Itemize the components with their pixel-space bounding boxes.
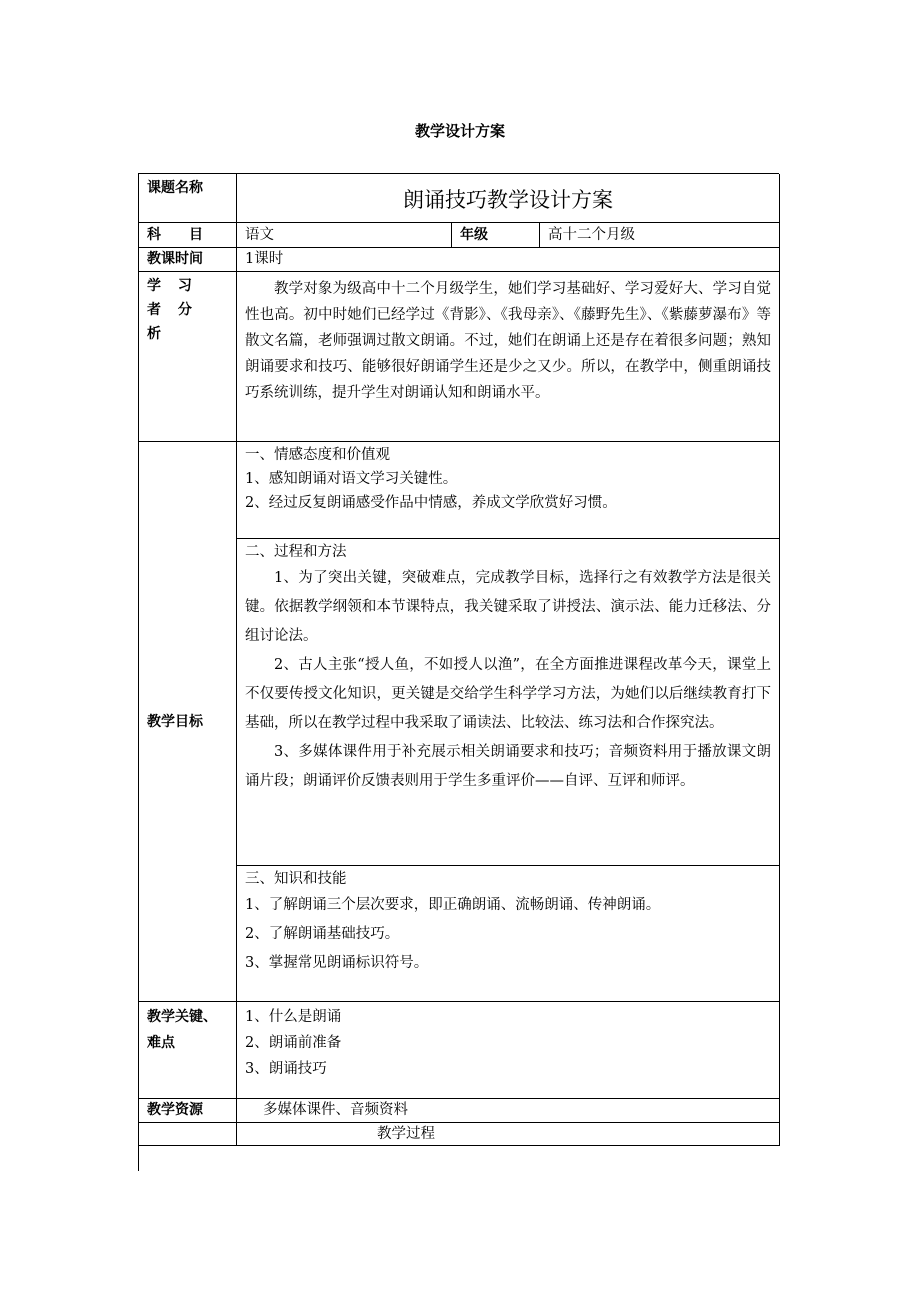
resources-label: 教学资源 [139, 1099, 237, 1123]
analysis-cell [237, 272, 780, 442]
goal-process [237, 539, 780, 866]
hours-label: 教课时间 [139, 248, 237, 272]
goal-process-para: 1、为了突出关键，突破难点，完成教学目标，选择行之有效教学方法是很关键。依据教学纲领和本节课特点，我关键采取了讲授法、演示法、能力迁移法、分组讨论法。 [245, 570, 771, 644]
keypoint-item: 1、什么是朗诵 [245, 1009, 342, 1025]
process-empty-cell [139, 1123, 237, 1146]
goal-process-heading: 二、过程和方法 [245, 544, 347, 560]
subject-label: 科 目 [139, 223, 237, 248]
goal-knowledge-item: 2、了解朗诵基础技巧。 [245, 926, 400, 942]
goal-knowledge-heading: 三、知识和技能 [245, 871, 347, 887]
resources-value: 多媒体课件、音频资料 [237, 1099, 780, 1123]
analysis-text: 教学对象为级高中十二个月级学生，她们学习基础好、学习爱好大、学习自觉性也高。初中时她们已经学过《背影》、《我母亲》、《藤野先生》、《紫藤萝瀑布》等散文名篇，老师强调过散文朗诵。不过，她们在朗诵上还是存在着很多问题；熟知朗诵要求和技巧、能够很好朗诵学生还是少之又少。所以，在教学中，侧重朗诵技巧系统训练，提升学生对朗诵认知和朗诵水平。 [245, 281, 771, 401]
keypoint-item: 3、朗诵技巧 [245, 1061, 327, 1077]
process-label: 教学过程 [237, 1123, 780, 1146]
lesson-plan-table [138, 173, 779, 1171]
grade-value: 高十二个月级 [540, 223, 780, 248]
keypoints-label: 教学关键、难点 [139, 1002, 237, 1099]
document-title: 教学设计方案 [414, 122, 505, 140]
goal-knowledge-item: 3、掌握常见朗诵标识符号。 [245, 955, 429, 971]
keypoints-cell [237, 1002, 780, 1099]
goal-process-para: 2、古人主张“授人鱼，不如授人以渔”，在全方面推进课程改革今天，课堂上不仅要传授文化知识，更关键是交给学生科学学习方法，为她们以后继续教育打下基础，所以在教学过程中我采取了诵读法、比较法、练习法和合作探究法。 [245, 657, 771, 731]
goal-affective-heading: 一、情感态度和价值观 [245, 447, 390, 463]
goal-affective-item: 2、经过反复朗诵感受作品中情感，养成文学欣赏好习惯。 [245, 495, 617, 511]
goal-affective-item: 1、感知朗诵对语文学习关键性。 [245, 471, 458, 487]
analysis-label: 学 习 者 分 析 [139, 272, 237, 442]
subject-value: 语文 [237, 223, 452, 248]
keypoint-item: 2、朗诵前准备 [245, 1035, 342, 1051]
course-name-value: 朗诵技巧教学设计方案 [237, 174, 780, 223]
grade-label: 年级 [452, 223, 540, 248]
goal-knowledge [237, 866, 780, 1002]
goal-knowledge-item: 1、了解朗诵三个层次要求，即正确朗诵、流畅朗诵、传神朗诵。 [245, 897, 661, 913]
hours-value: 1课时 [237, 248, 780, 272]
goal-affective [237, 442, 780, 539]
course-name-label: 课题名称 [139, 174, 237, 223]
goals-label: 教学目标 [139, 442, 237, 1002]
goal-process-para: 3、多媒体课件用于补充展示相关朗诵要求和技巧；音频资料用于播放课文朗诵片段；朗诵评价反馈表则用于学生多重评价——自评、互评和师评。 [245, 744, 771, 789]
